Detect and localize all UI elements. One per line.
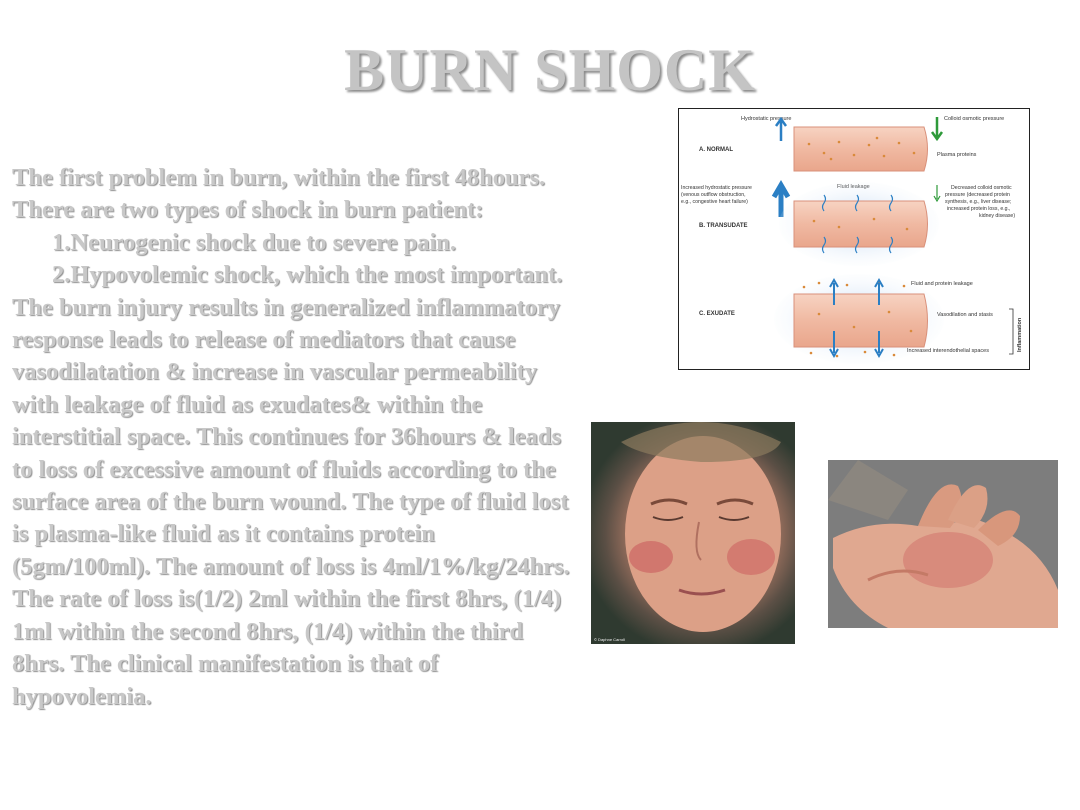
colloid-arrow-icon xyxy=(932,117,942,139)
burned-hand-photo xyxy=(828,460,1058,628)
plasma-proteins-label: Plasma proteins xyxy=(937,152,977,158)
increased-hydrostatic-example: e.g., congestive heart failure) xyxy=(681,199,748,205)
increased-hydrostatic-cause: (venous outflow obstruction, xyxy=(681,192,746,198)
burned-face-photo xyxy=(591,422,795,644)
hypovolemic-shock-item: 2.Hypovolemic shock, which the most important. The burn injury results in generalized inflammatory response leads to release of mediators that cause vasodilatation & increase in vascular permeability with leakage of fluid as exudates& within the interstitial space. This continues for 36hours & leads to loss of excessive amount of fluids according to the surface area of the burn wound. The type of fluid lost is plasma-like fluid as it contains protein (5gm/100ml). The amount of loss is 4ml/1%/kg/24hrs. The rate of loss is(1/2) 2ml within the first 8hrs, (1/4) 1ml within the second 8hrs, (1/4) within the third 8hrs. The clinical manifestation is that of hypovolemia. xyxy=(12,261,570,710)
slide-title: BURN SHOCK xyxy=(344,37,756,103)
decreased-colloid-arrow-icon xyxy=(934,185,940,201)
hydrostatic-label: Hydrostatic pressure xyxy=(741,116,792,122)
decreased-colloid-cause: pressure (decreased protein xyxy=(945,192,1010,198)
panel-exudate xyxy=(699,274,1023,364)
body-text xyxy=(12,162,572,713)
increased-hydrostatic-label: Increased hydrostatic pressure xyxy=(681,185,752,191)
transudate-label: B. TRANSUDATE xyxy=(699,223,748,229)
intro-paragraph: The first problem in burn, within the first 48hours. There are two types of shock in burn patient: xyxy=(12,164,546,224)
vessel-transudate xyxy=(794,201,928,247)
exudate-label: C. EXUDATE xyxy=(699,311,735,317)
panel-normal xyxy=(699,116,1004,171)
vessel-exudate xyxy=(794,294,928,347)
vessel-normal xyxy=(794,127,928,171)
decreased-colloid-example-2: increased protein loss, e.g., xyxy=(947,206,1011,212)
normal-label: A. NORMAL xyxy=(699,147,733,153)
photo-credit: © Daphne Carroll xyxy=(594,637,625,642)
hydrostatic-arrow-icon xyxy=(776,119,786,141)
decreased-colloid-label: Decreased colloid osmotic xyxy=(951,185,1012,191)
inflammation-label: Inflammation xyxy=(1017,317,1023,352)
fluid-protein-leakage-label: Fluid and protein leakage xyxy=(911,281,973,287)
interendothelial-label: Increased interendothelial spaces xyxy=(907,348,989,354)
edema-diagram xyxy=(678,108,1030,370)
colloid-label: Colloid osmotic pressure xyxy=(944,116,1005,122)
neurogenic-shock-item: 1.Neurogenic shock due to severe pain. xyxy=(52,228,457,256)
panel-transudate xyxy=(681,182,1015,266)
decreased-colloid-example-3: kidney disease) xyxy=(979,213,1016,219)
decreased-colloid-example-1: synthesis, e.g., liver disease; xyxy=(945,199,1012,205)
vasodilation-label: Vasodilation and stasis xyxy=(937,312,993,318)
